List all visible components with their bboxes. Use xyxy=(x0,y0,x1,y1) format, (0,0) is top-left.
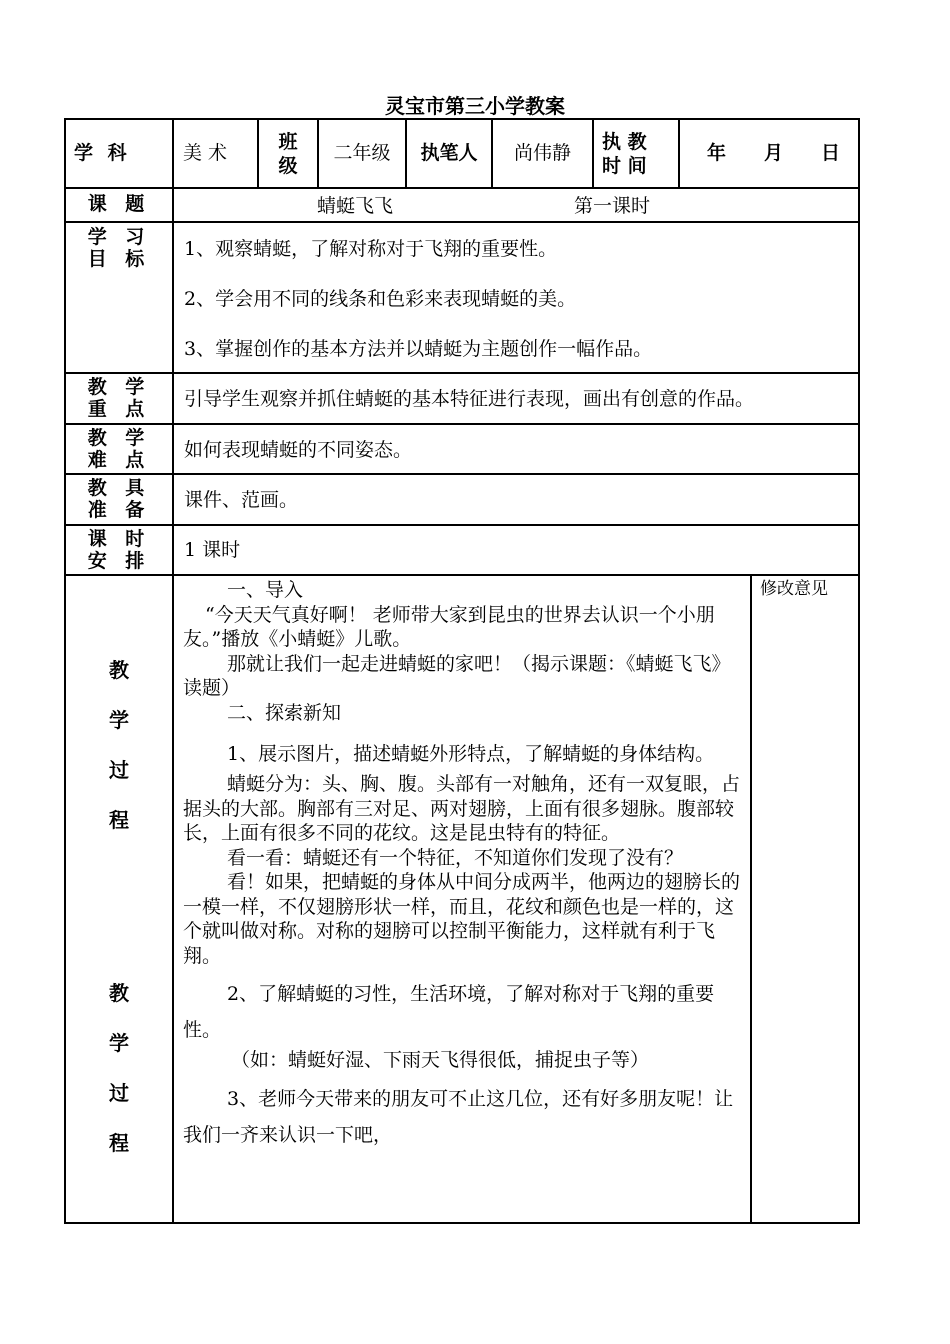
table-border-top xyxy=(64,118,860,120)
class-label-line-2: 级 xyxy=(278,155,298,177)
row-divider xyxy=(64,187,860,189)
process-paragraph: 3、老师今天带来的朋友可不止这几位，还有好多朋友呢！让我们一齐来认识一下吧， xyxy=(183,1087,734,1146)
objective-item-1: 1、观察蜻蜓，了解对称对于飞翔的重要性。 xyxy=(184,238,558,260)
schedule-label-line-2: 安 排 xyxy=(87,550,151,572)
process-paragraph: 1、展示图片，描述蜻蜓外形特点，了解蜻蜓的身体结构。 xyxy=(227,743,715,765)
header-col-divider xyxy=(592,118,594,189)
table-border-right xyxy=(858,118,860,1224)
row-divider xyxy=(64,473,860,475)
author-label: 执笔人 xyxy=(420,142,478,164)
topic-period: 第一课时 xyxy=(574,195,651,217)
materials-label-line-2: 准 备 xyxy=(87,499,151,521)
row-divider xyxy=(64,423,860,425)
class-value: 二年级 xyxy=(333,142,391,164)
process-label-char: 过 xyxy=(109,758,129,782)
process-paragraph: “今天天气真好啊！ 老师带大家到昆虫的世界去认识一个小朋友。”播放《小蜻蜓》儿歌。 xyxy=(183,603,715,650)
process-paragraph: 二、探索新知 xyxy=(227,701,342,724)
materials-label xyxy=(66,477,172,521)
class-label xyxy=(259,130,317,178)
key-points-label-line-2: 重 点 xyxy=(87,398,151,420)
revision-notes-label: 修改意见 xyxy=(760,579,828,599)
row-divider xyxy=(64,574,860,576)
difficulties-label-line-2: 难 点 xyxy=(87,449,151,471)
teaching-time-label xyxy=(602,130,678,178)
teaching-time-label-line-1: 执 教 xyxy=(602,131,647,153)
materials-text: 课件、范画。 xyxy=(184,489,299,511)
subject-value: 美 术 xyxy=(183,142,228,164)
objectives-label-line-1: 学 习 xyxy=(87,226,151,248)
difficulties-text: 如何表现蜻蜓的不同姿态。 xyxy=(184,439,413,461)
objectives-label-line-2: 目 标 xyxy=(87,248,151,270)
revision-column-divider xyxy=(750,574,752,1224)
table-border-bottom xyxy=(64,1222,860,1224)
row-divider xyxy=(64,372,860,374)
key-points-text: 引导学生观察并抓住蜻蜓的基本特征进行表现，画出有创意的作品。 xyxy=(184,388,755,410)
topic-label: 课 题 xyxy=(87,193,151,215)
schedule-label xyxy=(66,528,172,572)
process-label-bottom xyxy=(66,968,172,1168)
difficulties-label-line-1: 教 学 xyxy=(87,427,151,449)
class-label-line-1: 班 xyxy=(278,131,298,153)
process-label-char: 学 xyxy=(109,1031,129,1055)
process-label-char: 程 xyxy=(109,1131,129,1155)
subject-label: 学 科 xyxy=(74,142,131,164)
date-value: 年 月 日 xyxy=(706,142,840,164)
process-content xyxy=(183,578,745,1153)
label-column-divider xyxy=(172,118,174,1224)
key-points-label xyxy=(66,376,172,420)
process-label-top xyxy=(66,645,172,845)
process-label-char: 教 xyxy=(109,658,129,682)
objectives-label xyxy=(66,226,172,270)
document-title: 灵宝市第三小学教案 xyxy=(385,94,565,118)
topic-name: 蜻蜓飞飞 xyxy=(317,195,394,217)
row-divider xyxy=(64,221,860,223)
row-divider xyxy=(64,524,860,526)
materials-label-line-1: 教 具 xyxy=(87,477,151,499)
schedule-label-line-1: 课 时 xyxy=(87,528,151,550)
process-paragraph: 看一看：蜻蜓还有一个特征，不知道你们发现了没有？ xyxy=(227,846,684,869)
process-label-char: 学 xyxy=(109,708,129,732)
process-label-char: 教 xyxy=(109,981,129,1005)
process-paragraph: 看！如果，把蜻蜓的身体从中间分成两半，他两边的翅膀长的一模一样，不仅翅膀形状一样，而且，花纹和颜色也是一样的，这个就叫做对称。对称的翅膀可以控制平衡能力，这样就有利于飞翔。 xyxy=(183,871,741,967)
key-points-label-line-1: 教 学 xyxy=(87,376,151,398)
teaching-time-label-line-2: 时 间 xyxy=(602,155,647,177)
author-value: 尚伟静 xyxy=(513,142,571,164)
objective-item-2: 2、学会用不同的线条和色彩来表现蜻蜓的美。 xyxy=(184,288,577,310)
process-paragraph: 2、了解蜻蜓的习性，生活环境，了解对称对于飞翔的重要性。 xyxy=(183,983,715,1041)
process-paragraph: 那就让我们一起走进蜻蜓的家吧！（揭示课题：《蜻蜓飞飞》读题） xyxy=(183,652,731,699)
process-paragraph: 蜻蜓分为：头、胸、腹。头部有一对触角，还有一双复眼，占据头的大部。胸部有三对足、两对翅膀，上面有很多翅脉。腹部较长，上面有很多不同的花纹。这是昆虫特有的特征。 xyxy=(183,773,741,844)
process-label-char: 过 xyxy=(109,1081,129,1105)
objective-item-3: 3、掌握创作的基本方法并以蜻蜓为主题创作一幅作品。 xyxy=(184,338,653,360)
schedule-text: 1 课时 xyxy=(184,539,241,561)
difficulties-label xyxy=(66,427,172,471)
process-paragraph: 一、导入 xyxy=(227,579,304,601)
process-paragraph: （如：蜻蜓好湿、下雨天飞得很低，捕捉虫子等） xyxy=(231,1049,650,1071)
process-label-char: 程 xyxy=(109,808,129,832)
